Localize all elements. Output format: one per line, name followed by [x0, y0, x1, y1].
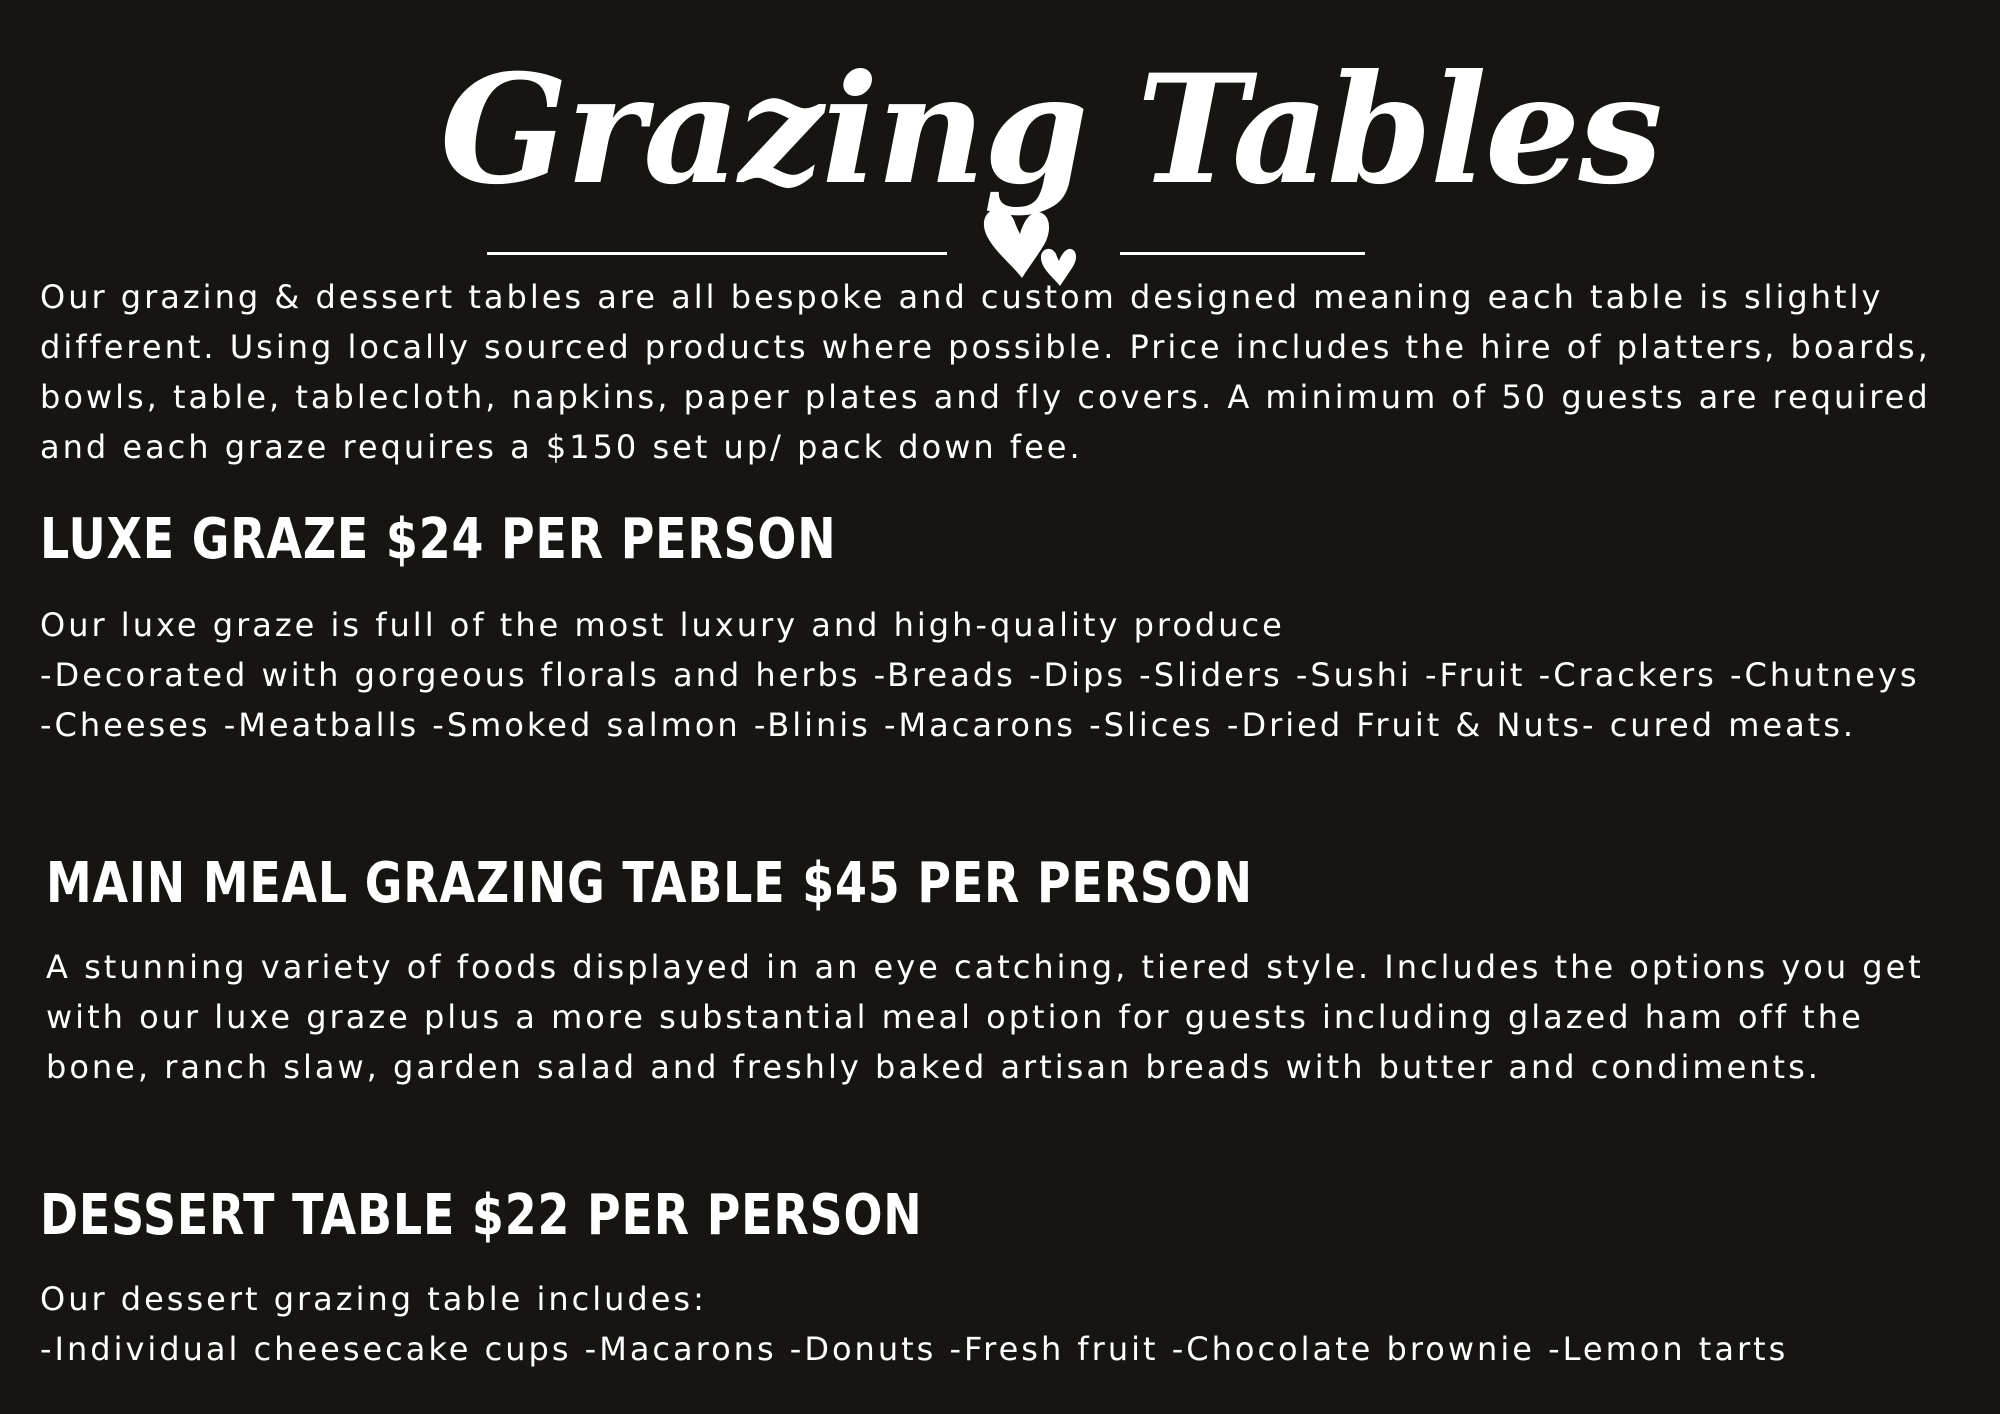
main-meal-heading: MAIN MEAL GRAZING TABLE $45 PER PERSON — [46, 851, 1253, 916]
description-line: A stunning variety of foods displayed in an eye catching, tiered style. Includes the options you get — [46, 948, 1924, 986]
intro-line: and each graze requires a $150 set up/ pack down fee. — [40, 428, 1083, 466]
description-line: Our dessert grazing table includes: — [40, 1280, 707, 1318]
description-line: -Decorated with gorgeous florals and herbs -Breads -Dips -Sliders -Sushi -Fruit -Crackers -Chutneys — [40, 656, 1920, 694]
page-title: Grazing Tables — [440, 42, 1661, 218]
intro-line: different. Using locally sourced products where possible. Price includes the hire of platters, boards, — [40, 328, 1931, 366]
luxe-graze-description — [40, 600, 1920, 750]
intro-paragraph — [40, 272, 1960, 472]
description-line: -Cheeses -Meatballs -Smoked salmon -Blinis -Macarons -Slices -Dried Fruit & Nuts- cured meats. — [40, 706, 1857, 744]
title-block — [440, 40, 1661, 240]
description-line: with our luxe graze plus a more substantial meal option for guests including glazed ham off the — [46, 998, 1864, 1036]
luxe-graze-heading: LUXE GRAZE $24 PER PERSON — [40, 507, 837, 572]
description-line: -Individual cheesecake cups -Macarons -Donuts -Fresh fruit -Chocolate brownie -Lemon tarts — [40, 1330, 1789, 1368]
description-line: Our luxe graze is full of the most luxury and high-quality produce — [40, 606, 1285, 644]
main-meal-description — [46, 942, 1924, 1092]
description-line: bone, ranch slaw, garden salad and freshly baked artisan breads with butter and condiments. — [46, 1048, 1821, 1086]
intro-line: bowls, table, tablecloth, napkins, paper plates and fly covers. A minimum of 50 guests are required — [40, 378, 1931, 416]
intro-line: Our grazing & dessert tables are all bespoke and custom designed meaning each table is slightly — [40, 278, 1884, 316]
dessert-table-description — [40, 1274, 1788, 1374]
heart-icon — [984, 209, 1049, 278]
dessert-table-heading: DESSERT TABLE $22 PER PERSON — [40, 1183, 923, 1248]
title-divider-left — [487, 252, 947, 255]
title-divider-right — [1120, 252, 1365, 255]
